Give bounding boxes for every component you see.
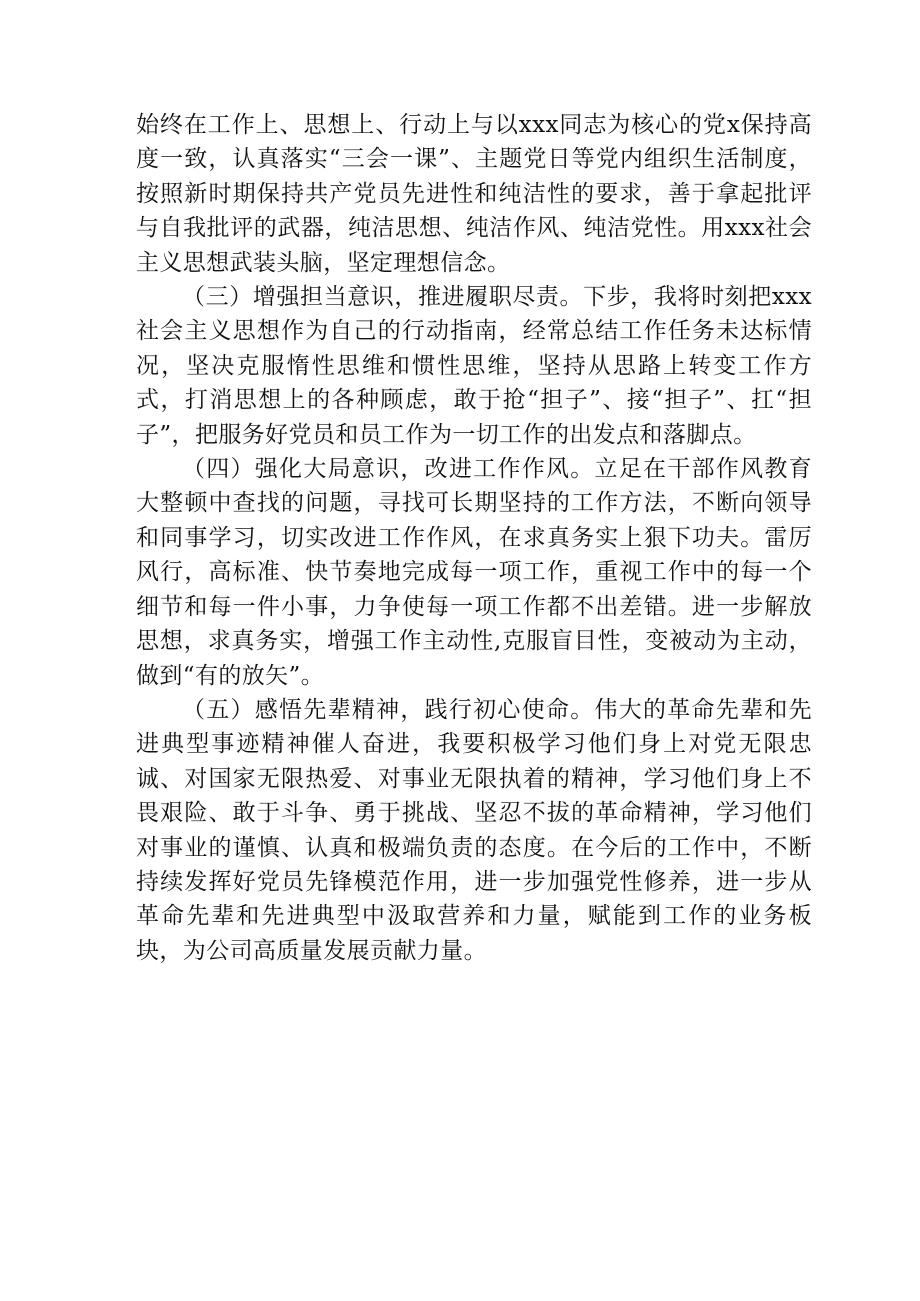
paragraph-pioneer-spirit: （五）感悟先辈精神，践行初心使命。伟大的革命先辈和先进典型事迹精神催人奋进，我要积极学习他们身上对党无限忠诚、对国家无限热爱、对事业无限执着的精神，学习他们身上不畏艰险、敢于斗争、勇于挑战、坚忍不拔的革命精神，学习他们对事业的谨慎、认真和极端负责的态度。在今后的工作中，不断持续发挥好党员先锋模范作用，进一步加强党性修养，进一步从革命先辈和先进典型中汲取营养和力量，赋能到工作的业务板块，为公司高质量发展贡献力量。	[136, 696, 812, 964]
document-page	[136, 108, 812, 968]
paragraph-responsibility: （三）增强担当意识，推进履职尽责。下步，我将时刻把xxx社会主义思想作为自己的行动指南，经常总结工作任务未达标情况，坚决克服惰性思维和惯性思维，坚持从思路上转变工作方式，打消思想上的各种顾虑，敢于抢“担子”、接“担子”、扛“担子”，把服务好党员和员工作为一切工作的出发点和落脚点。	[136, 284, 812, 448]
paragraph-party-consistency: 始终在工作上、思想上、行动上与以xxx同志为核心的党x保持高度一致，认真落实“三会一课”、主题党日等党内组织生活制度，按照新时期保持共产党员先进性和纯洁性的要求，善于拿起批评与自我批评的武器，纯洁思想、纯洁作风、纯洁党性。用xxx社会主义思想武装头脑，坚定理想信念。	[136, 112, 812, 276]
paragraph-work-style: （四）强化大局意识，改进工作作风。立足在干部作风教育大整顿中查找的问题，寻找可长期坚持的工作方法，不断向领导和同事学习，切实改进工作作风，在求真务实上狠下功夫。雷厉风行，高标准、快节奏地完成每一项工作，重视工作中的每一个细节和每一件小事，力争使每一项工作都不出差错。进一步解放思想，求真务实，增强工作主动性,克服盲目性，变被动为主动，做到“有的放矢”。	[136, 456, 812, 689]
